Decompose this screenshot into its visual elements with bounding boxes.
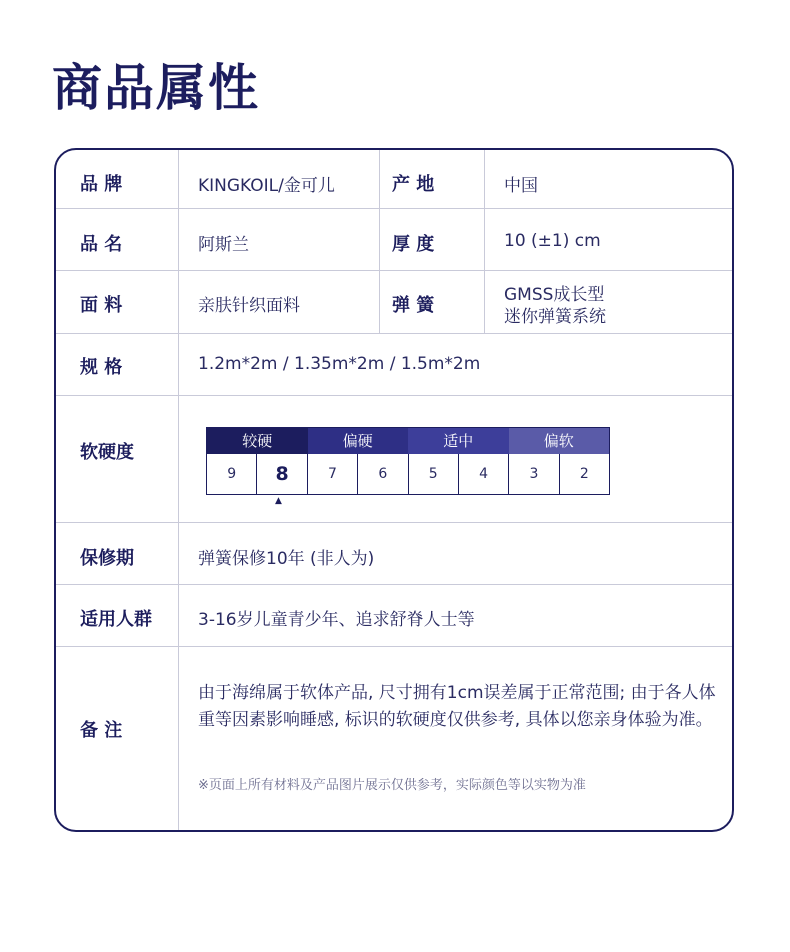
size-label: 规 格 <box>80 357 123 378</box>
row-divider <box>56 584 732 585</box>
hardness-level: 6 <box>357 454 407 494</box>
spring-value-line1: GMSS成长型 <box>504 285 605 305</box>
hardness-group-hard: 较硬 <box>207 428 308 454</box>
name-label: 品 名 <box>80 234 123 255</box>
fabric-label: 面 料 <box>80 295 123 316</box>
hardness-group-firm: 偏硬 <box>308 428 409 454</box>
size-value: 1.2m*2m / 1.35m*2m / 1.5m*2m <box>198 354 481 374</box>
remark-disclaimer: ※页面上所有材料及产品图片展示仅供参考，实际颜色等以实物为准 <box>198 778 586 793</box>
thickness-label: 厚 度 <box>392 234 435 255</box>
name-value: 阿斯兰 <box>198 235 249 255</box>
row-divider <box>56 270 732 271</box>
remark-value: 由于海绵属于软体产品, 尺寸拥有1cm误差属于正常范围; 由于各人体重等因素影响睡感, 标识的软硬度仅供参考, 具体以您亲身体验为准。 <box>198 683 716 730</box>
brand-value: KINGKOIL/金可儿 <box>198 176 335 196</box>
hardness-level: 3 <box>508 454 558 494</box>
hardness-level: 9 <box>227 466 237 482</box>
origin-value: 中国 <box>504 176 538 196</box>
hardness-level: 7 <box>307 454 357 494</box>
spring-label: 弹 簧 <box>392 295 435 316</box>
brand-label: 品 牌 <box>80 174 123 195</box>
origin-label: 产 地 <box>392 174 435 195</box>
row-divider <box>56 208 732 209</box>
warranty-value: 弹簧保修10年 (非人为) <box>198 549 375 569</box>
fabric-value: 亲肤针织面料 <box>198 296 300 316</box>
audience-label: 适用人群 <box>80 609 152 630</box>
row-divider <box>56 522 732 523</box>
attributes-table <box>54 148 734 832</box>
hardness-level: 4 <box>458 454 508 494</box>
warranty-label: 保修期 <box>80 548 134 569</box>
thickness-value: 10 (±1) cm <box>504 231 601 251</box>
column-divider <box>178 150 179 832</box>
audience-value: 3-16岁儿童青少年、追求舒脊人士等 <box>198 610 475 630</box>
page-title: 商品属性 <box>52 59 260 117</box>
remark-label: 备 注 <box>80 720 123 741</box>
selected-marker-icon: ▲ <box>275 496 282 506</box>
hardness-group-medium: 适中 <box>408 428 509 454</box>
hardness-level-selected: 8 <box>256 454 306 494</box>
column-divider <box>484 150 485 333</box>
hardness-level: 5 <box>408 454 458 494</box>
hardness-group-soft: 偏软 <box>509 428 610 454</box>
column-divider <box>379 150 380 333</box>
spring-value-line2: 迷你弹簧系统 <box>504 307 606 327</box>
row-divider <box>56 333 732 334</box>
row-divider <box>56 646 732 647</box>
hardness-label: 软硬度 <box>80 442 134 463</box>
row-divider <box>56 395 732 396</box>
hardness-scale <box>206 427 610 495</box>
hardness-level: 2 <box>559 454 609 494</box>
